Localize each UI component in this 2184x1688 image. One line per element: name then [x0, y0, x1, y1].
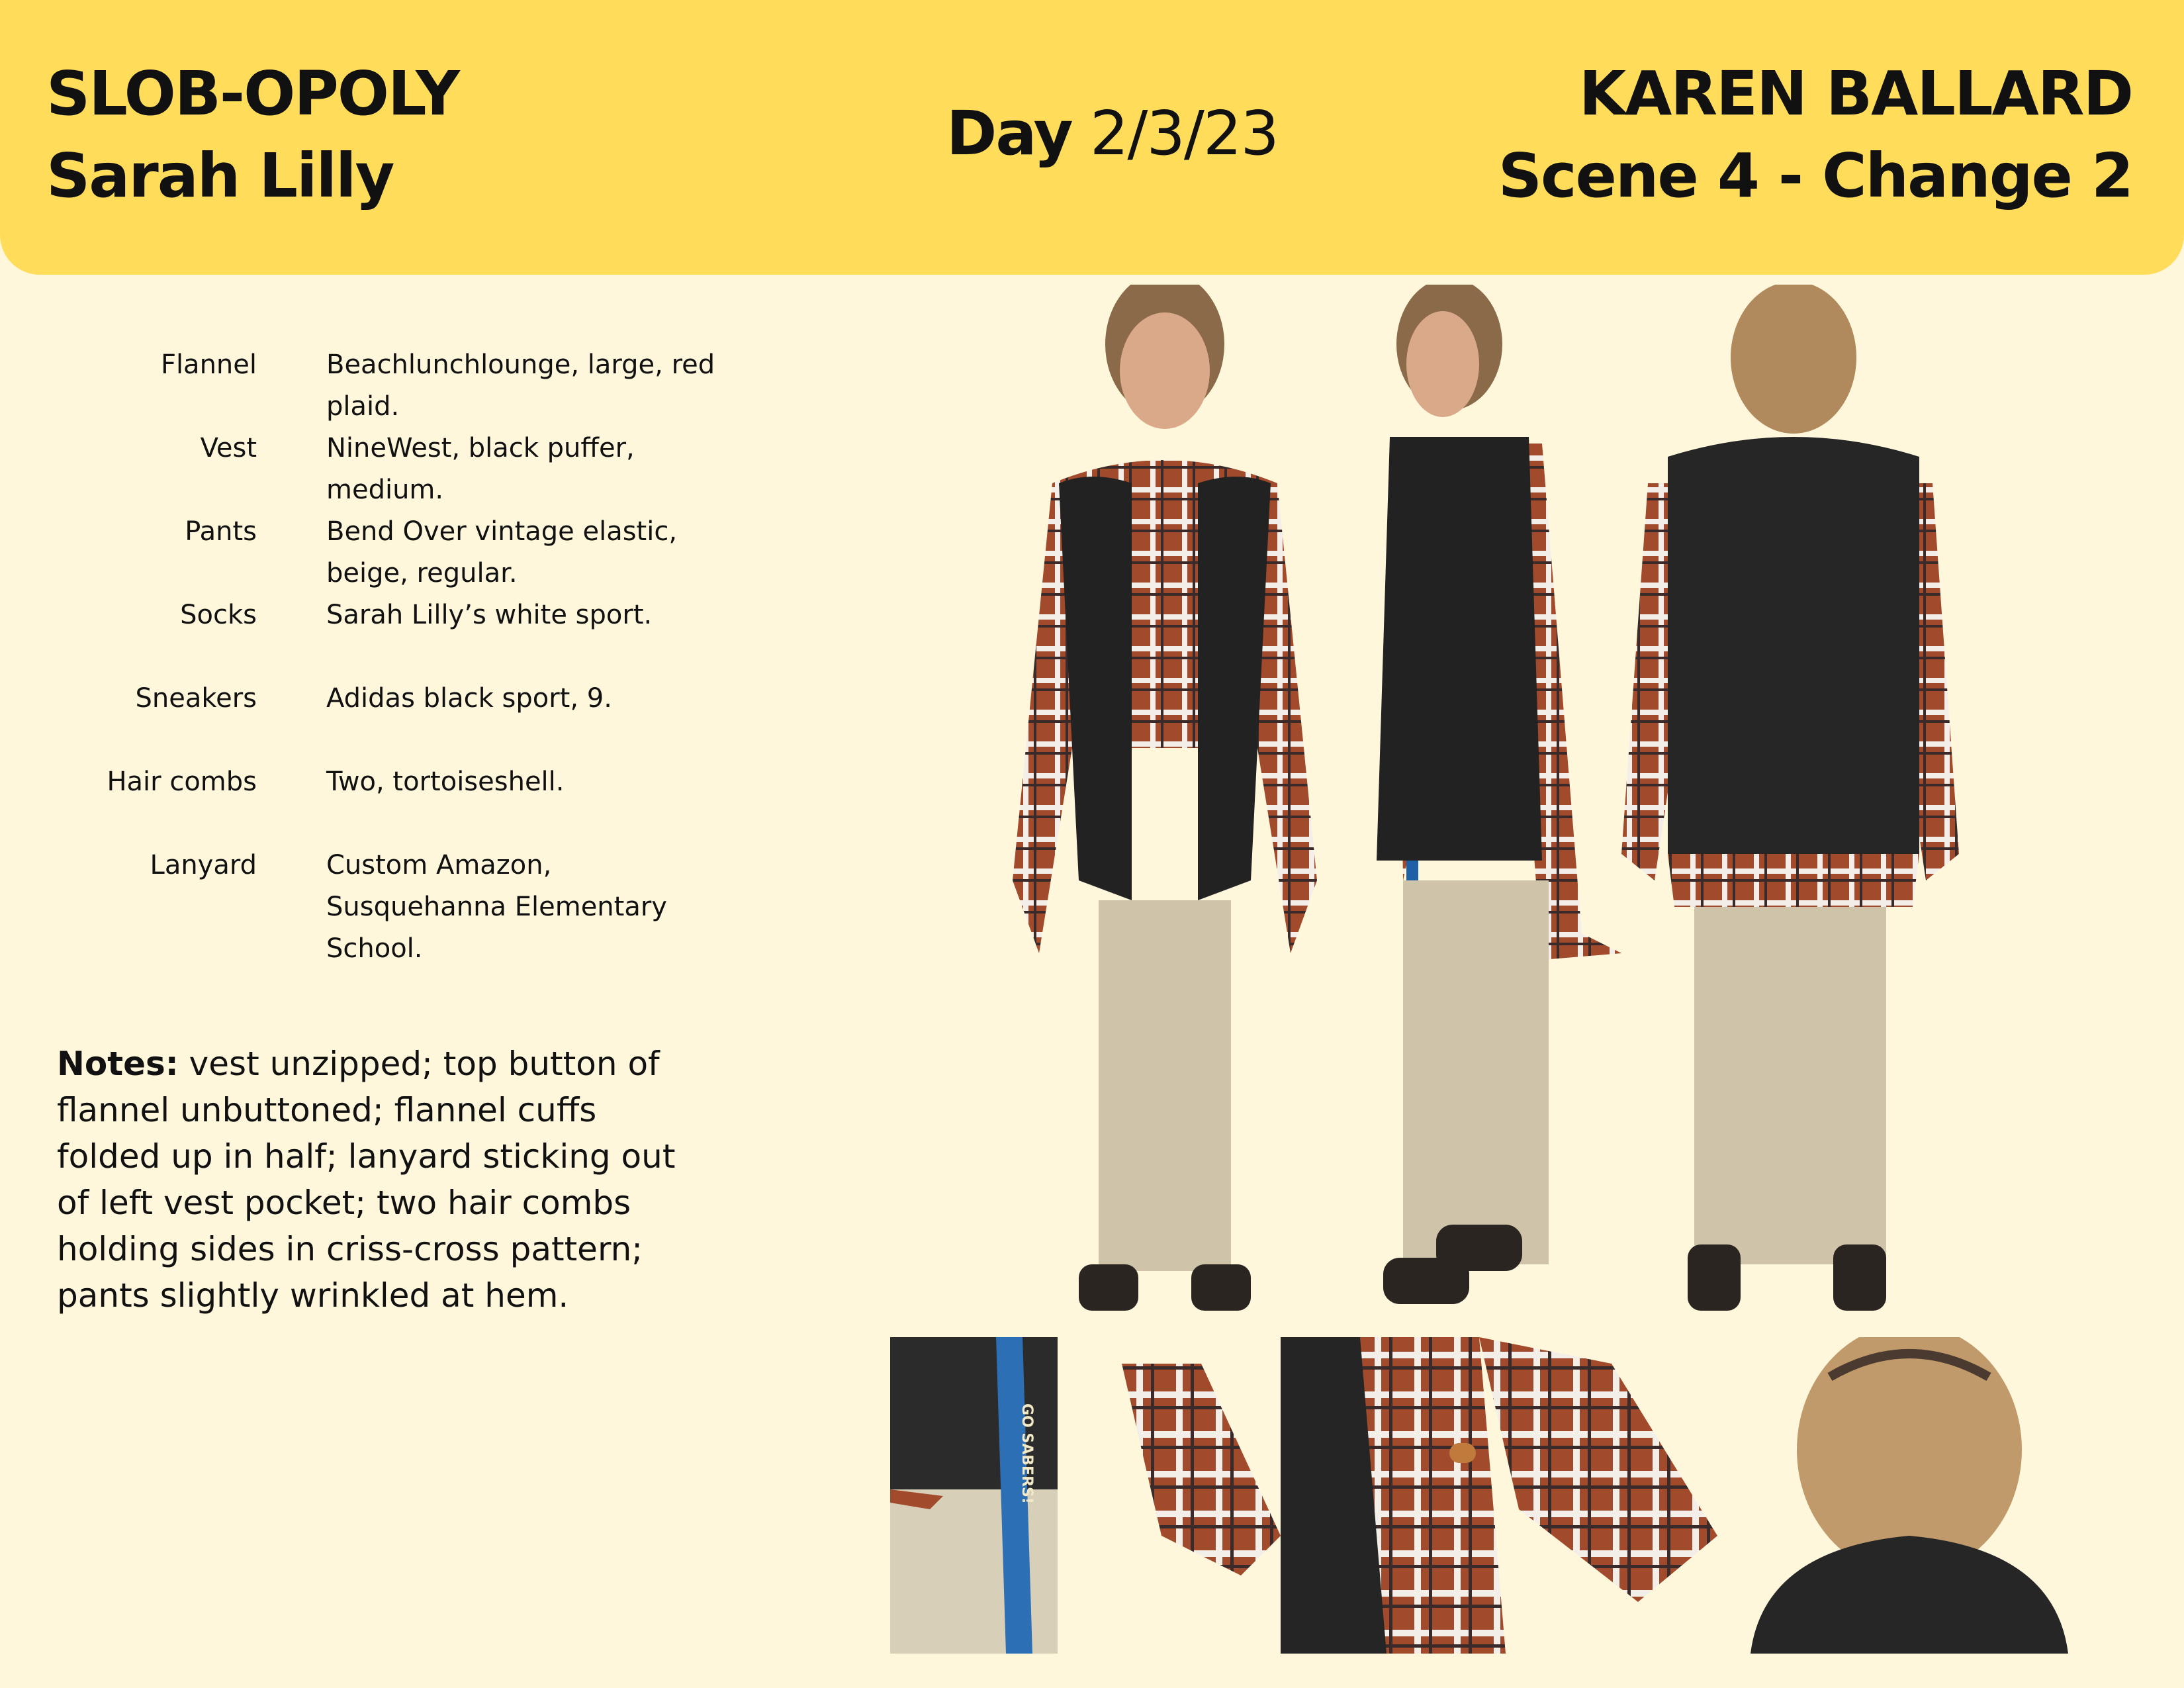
wardrobe-item	[79, 678, 774, 761]
cuff-detail-photo	[1082, 1337, 1717, 1654]
actor-name: KAREN BALLARD	[1578, 58, 2132, 129]
wardrobe-item	[79, 845, 774, 964]
wardrobe-item-name: Vest	[200, 433, 257, 463]
notes-block	[57, 1041, 692, 1319]
wardrobe-item-name: Hair combs	[107, 767, 257, 797]
wardrobe-list	[79, 344, 774, 964]
notes-text: vest unzipped; top button of flannel unbuttoned; flannel cuffs folded up in half; lanyard sticking out of left vest pocket; two hair combs holding sides in criss-cross pattern; pants slightly wrinkled at hem.	[57, 1045, 676, 1315]
front-view-photo	[979, 285, 1350, 1324]
wardrobe-item-description: Sarah Lilly’s white sport.	[326, 600, 653, 630]
wardrobe-item-name: Socks	[180, 600, 257, 630]
wardrobe-item	[79, 594, 774, 678]
header-banner	[0, 0, 2184, 275]
wardrobe-item	[79, 511, 774, 594]
side-view-figure	[1343, 285, 1628, 1324]
back-view-figure	[1615, 285, 1966, 1324]
wardrobe-item	[79, 428, 774, 511]
day-value: 2/3/23	[1089, 98, 1278, 169]
lanyard-detail-photo	[890, 1337, 1058, 1654]
front-view-figure	[979, 285, 1350, 1324]
wardrobe-item-description: Two, tortoiseshell.	[326, 767, 565, 797]
show-title: SLOB-OPOLY	[46, 58, 459, 129]
character-name: Sarah Lilly	[46, 140, 394, 211]
wardrobe-item-name: Sneakers	[135, 683, 257, 714]
wardrobe-item	[79, 761, 774, 845]
wardrobe-item-name: Flannel	[160, 350, 257, 380]
wardrobe-item	[79, 344, 774, 428]
hair-comb-detail-photo	[1737, 1337, 2075, 1654]
hair-comb-detail-image	[1737, 1337, 2075, 1654]
side-view-photo	[1343, 285, 1628, 1324]
wardrobe-item-description: Adidas black sport, 9.	[326, 683, 612, 714]
cuff-detail-image	[1082, 1337, 1717, 1654]
wardrobe-item-description: Custom Amazon, Susquehanna Elementary School.	[326, 850, 667, 964]
lanyard-detail-image	[890, 1337, 1058, 1654]
back-view-photo	[1615, 285, 1966, 1324]
header-right	[1498, 53, 2132, 217]
shoot-day	[946, 93, 1278, 175]
scene-change: Scene 4 - Change 2	[1498, 140, 2132, 211]
header-left	[46, 53, 459, 217]
wardrobe-item-description: Beachlunchlounge, large, red plaid.	[326, 350, 715, 422]
wardrobe-item-description: NineWest, black puffer, medium.	[326, 433, 635, 505]
day-label: Day	[946, 98, 1072, 169]
wardrobe-item-name: Pants	[185, 516, 257, 547]
wardrobe-item-name: Lanyard	[150, 850, 257, 880]
lanyard-print: GO SABERS!	[1019, 1403, 1035, 1504]
wardrobe-item-description: Bend Over vintage elastic, beige, regular.	[326, 516, 678, 588]
notes-label: Notes:	[57, 1045, 179, 1083]
